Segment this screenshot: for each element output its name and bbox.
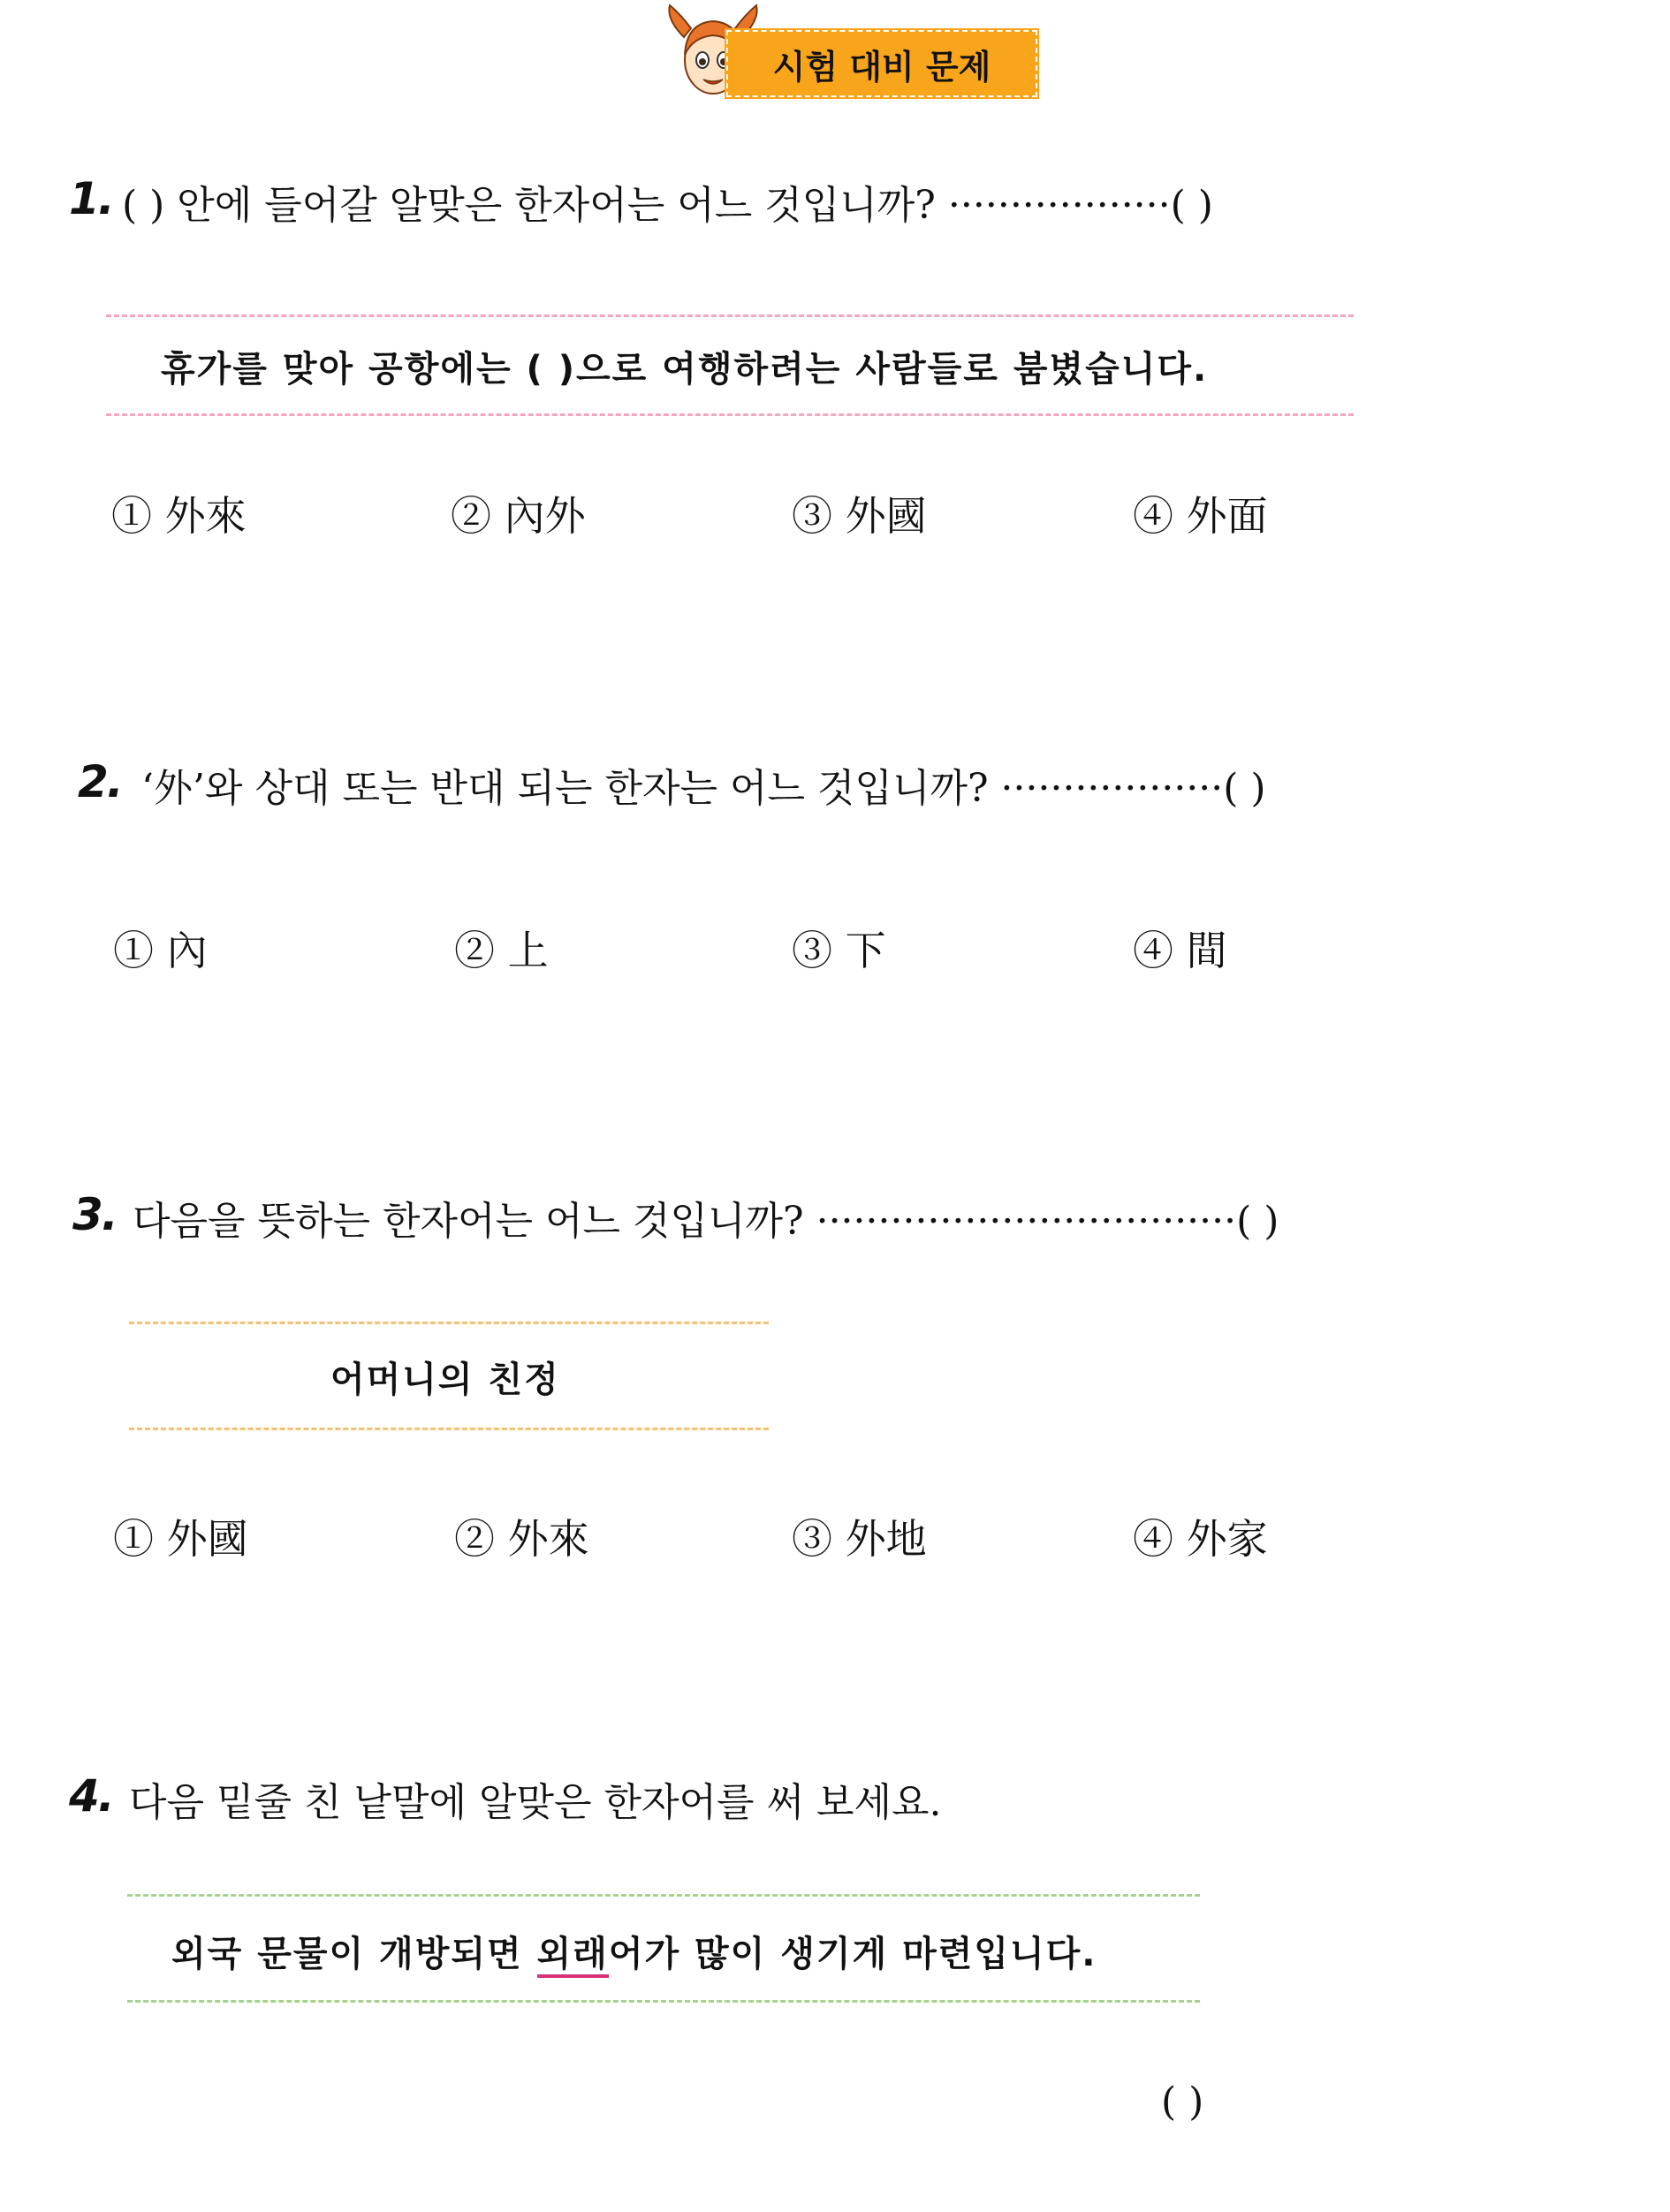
q1-box-top-line <box>106 314 1354 317</box>
q3-choice-3[interactable]: ③ 外地 <box>792 1515 927 1563</box>
q3-choice-1[interactable]: ① 外國 <box>113 1515 248 1563</box>
q1-choice-4[interactable]: ④ 外面 <box>1133 492 1268 540</box>
question-1-number: 1. <box>69 173 113 224</box>
question-2-number: 2. <box>78 756 122 807</box>
q4-answer-field[interactable]: ( ) <box>1161 2079 1204 2125</box>
q2-choice-4[interactable]: ④ 間 <box>1133 927 1227 974</box>
q4-box-top-line <box>127 1894 1200 1897</box>
q3-choice-2[interactable]: ② 外來 <box>454 1515 589 1563</box>
q4-sentence-end: 어가 많이 생기게 마련입니다. <box>608 1934 1097 1974</box>
q3-box-bottom-line <box>129 1428 769 1430</box>
question-2-text: ‘外’와 상대 또는 반대 되는 한자는 어느 것입니까? ··················( ) <box>141 766 1266 811</box>
q4-context-sentence <box>171 1926 1097 1976</box>
section-title-badge: 시험 대비 문제 <box>726 30 1037 97</box>
q1-box-bottom-line <box>106 413 1354 416</box>
q4-sentence-start: 외국 문물이 개방되면 <box>171 1934 537 1974</box>
q1-context-sentence: 휴가를 맞아 공항에는 ( )으로 여행하려는 사람들로 붐볐습니다. <box>161 349 1209 390</box>
q3-choice-4[interactable]: ④ 外家 <box>1133 1515 1268 1563</box>
q3-meaning: 어머니의 친정 <box>330 1360 560 1400</box>
question-3-text: 다음을 뜻하는 한자어는 어느 것입니까? ··································( ) <box>133 1199 1279 1244</box>
q1-choice-1[interactable]: ① 外來 <box>111 492 247 540</box>
q2-choice-1[interactable]: ① 內 <box>113 927 208 974</box>
q2-choice-3[interactable]: ③ 下 <box>792 927 886 974</box>
q3-box-top-line <box>129 1322 769 1324</box>
question-3-number: 3. <box>72 1189 117 1240</box>
question-4-text: 다음 밑줄 친 낱말에 알맞은 한자어를 써 보세요. <box>129 1780 942 1825</box>
q1-choice-3[interactable]: ③ 外國 <box>792 492 927 540</box>
q1-choice-2[interactable]: ② 內外 <box>451 492 586 540</box>
q4-underlined-word: 외래 <box>537 1934 609 1978</box>
question-4-number: 4. <box>69 1770 113 1822</box>
q2-choice-2[interactable]: ② 上 <box>454 927 549 974</box>
q4-box-bottom-line <box>127 2000 1200 2003</box>
question-1-text: ( ) 안에 들어갈 알맞은 한자어는 어느 것입니까? ··················( ) <box>122 183 1213 228</box>
